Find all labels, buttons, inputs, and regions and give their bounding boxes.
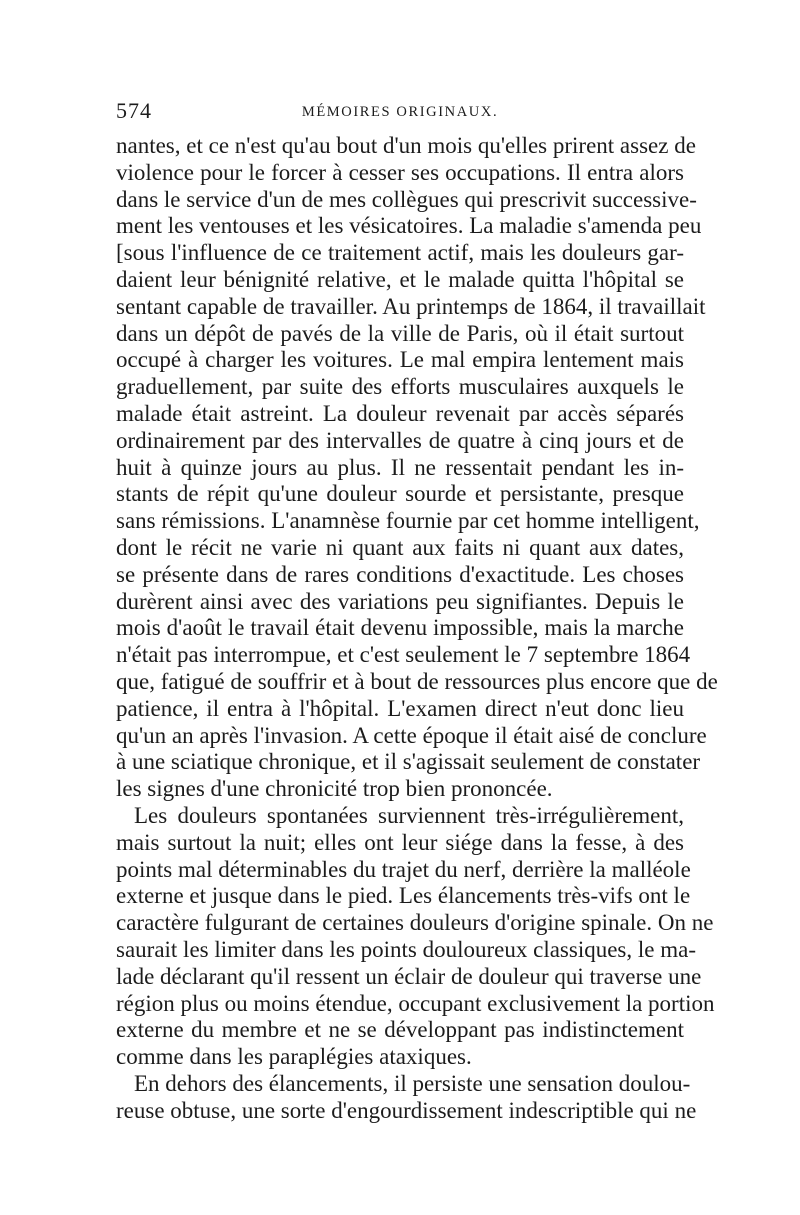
text-line: que, fatigué de souffrir et à bout de ressources plus encore que de bbox=[116, 668, 718, 694]
text-line: graduellement, par suite des efforts musculaires auxquels le bbox=[116, 374, 684, 400]
text-line: daient leur bénignité relative, et le malade quitta l'hôpital se bbox=[116, 266, 684, 292]
text-line: dans le service d'un de mes collègues qui prescrivit successive- bbox=[116, 186, 697, 212]
text-line: à une sciatique chronique, et il s'agissait seulement de constater bbox=[116, 749, 701, 775]
text-line: mois d'août le travail était devenu impossible, mais la marche bbox=[116, 615, 684, 641]
text-line: points mal déterminables du trajet du nerf, derrière la malléole bbox=[116, 856, 691, 882]
text-line: dont le récit ne varie ni quant aux faits ni quant aux dates, bbox=[116, 534, 684, 560]
text-line: saurait les limiter dans les points douloureux classiques, le ma- bbox=[116, 936, 696, 962]
text-line: mais surtout la nuit; elles ont leur siége dans la fesse, à des bbox=[116, 829, 684, 855]
text-line: dans un dépôt de pavés de la ville de Paris, où il était surtout bbox=[116, 320, 684, 346]
text-line: ment les ventouses et les vésicatoires. La maladie s'amenda peu bbox=[116, 213, 702, 239]
text-line: se présente dans de rares conditions d'exactitude. Les choses bbox=[116, 561, 684, 587]
text-line: externe et jusque dans le pied. Les élancements très-vifs ont le bbox=[116, 883, 691, 909]
text-line: sans rémissions. L'anamnèse fournie par cet homme intelligent, bbox=[116, 508, 700, 534]
text-line: externe du membre et ne se développant pas indistinctement bbox=[116, 1017, 684, 1043]
text-line: Les douleurs spontanées surviennent très-irrégulièrement, bbox=[134, 802, 684, 828]
text-line: reuse obtuse, une sorte d'engourdissement indescriptible qui ne bbox=[116, 1097, 697, 1123]
text-line: sentant capable de travailler. Au printemps de 1864, il travaillait bbox=[116, 293, 706, 319]
text-line: occupé à charger les voitures. Le mal empira lentement mais bbox=[116, 347, 684, 373]
text-line: n'était pas interrompue, et c'est seulement le 7 septembre 1864 bbox=[116, 642, 691, 668]
text-line: [sous l'influence de ce traitement actif, mais les douleurs gar- bbox=[116, 240, 684, 266]
text-line: stants de répit qu'une douleur sourde et persistante, presque bbox=[116, 481, 684, 507]
page-number: 574 bbox=[116, 98, 152, 123]
text-line: les signes d'une chronicité trop bien prononcée. bbox=[116, 776, 553, 802]
text-line: durèrent ainsi avec des variations peu signifiantes. Depuis le bbox=[116, 588, 684, 614]
text-line: lade déclarant qu'il ressent un éclair de douleur qui traverse une bbox=[116, 963, 702, 989]
text-line: ordinairement par des intervalles de quatre à cinq jours et de bbox=[116, 427, 684, 453]
text-line: nantes, et ce n'est qu'au bout d'un mois qu'elles prirent assez de bbox=[116, 133, 696, 158]
text-line: caractère fulgurant de certaines douleurs d'origine spinale. On ne bbox=[116, 910, 714, 936]
text-line: En dehors des élancements, il persiste une sensation doulou- bbox=[134, 1070, 691, 1096]
text-line: huit à quinze jours au plus. Il ne ressentait pendant les in- bbox=[116, 454, 684, 480]
text-line: région plus ou moins étendue, occupant exclusivement la portion bbox=[116, 990, 715, 1016]
text-line: comme dans les paraplégies ataxiques. bbox=[116, 1044, 472, 1070]
body-text bbox=[116, 133, 718, 1124]
text-line: violence pour le forcer à cesser ses occupations. Il entra alors bbox=[116, 159, 684, 185]
page-header bbox=[116, 96, 684, 130]
running-head: MÉMOIRES ORIGINAUX. bbox=[301, 104, 499, 120]
text-line: patience, il entra à l'hôpital. L'examen direct n'eut donc lieu bbox=[116, 695, 684, 721]
text-line: qu'un an après l'invasion. A cette époque il était aisé de conclure bbox=[116, 722, 707, 748]
text-line: malade était astreint. La douleur revenait par accès séparés bbox=[116, 400, 684, 426]
